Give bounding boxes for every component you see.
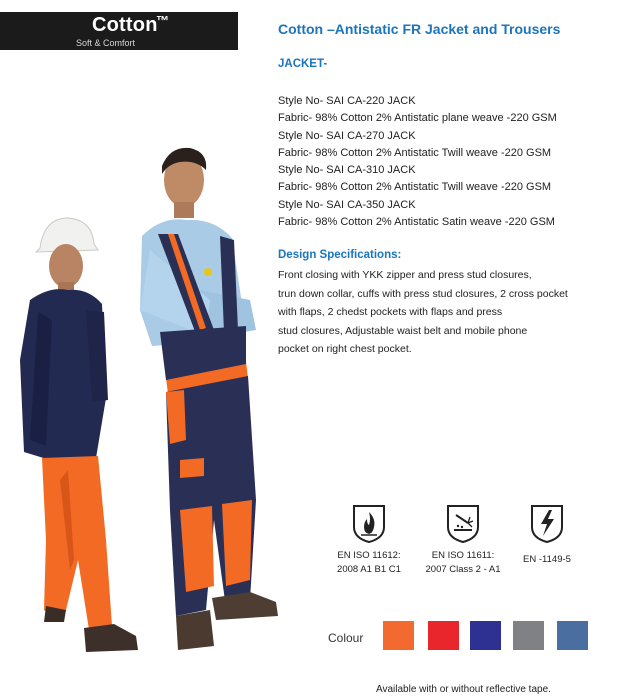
product-photo xyxy=(0,140,290,675)
design-spec-line: with flaps, 2 chedst pockets with flaps and press xyxy=(278,306,503,318)
worker-left xyxy=(20,218,138,652)
brand-name: Cotton xyxy=(92,14,158,36)
colour-swatch-steel-blue xyxy=(557,621,588,650)
brand-tagline: Soft & Comfort xyxy=(76,38,136,48)
design-spec-line: pocket on right chest pocket. xyxy=(278,343,412,355)
design-heading: Design Specifications: xyxy=(278,249,402,261)
style-spec-line: Fabric- 98% Cotton 2% Antistatic plane weave -220 GSM xyxy=(278,112,557,125)
certification-label: EN -1149-5 xyxy=(523,554,571,565)
certification-en-iso-11611 xyxy=(418,503,508,577)
flame-shield-icon xyxy=(352,503,386,543)
style-spec-line: Fabric- 98% Cotton 2% Antistatic Twill weave -220 GSM xyxy=(278,146,552,159)
worker-right xyxy=(140,148,278,650)
style-spec-line: Style No- SAI CA-220 JACK xyxy=(278,95,416,107)
style-spec-list xyxy=(278,93,628,231)
colour-label: Colour xyxy=(328,631,364,645)
style-spec-line: Fabric- 98% Cotton 2% Antistatic Satin weave -220 GSM xyxy=(278,216,555,229)
style-spec-line: Style No- SAI CA-350 JACK xyxy=(278,198,416,211)
certification-label: EN ISO 11612: 2008 A1 B1 C1 xyxy=(337,550,401,575)
design-spec-text xyxy=(278,266,628,359)
brand-banner xyxy=(0,12,238,50)
colour-swatch-red xyxy=(428,621,459,650)
certification-en-1149-5 xyxy=(502,503,592,567)
style-spec-line: Style No- SAI CA-270 JACK xyxy=(278,129,416,142)
design-spec-line: Front closing with YKK zipper and press stud closures, xyxy=(278,269,532,281)
colour-swatch-orange xyxy=(383,621,414,650)
colour-swatch-grey xyxy=(513,621,544,650)
page-title: Cotton –Antistatic FR Jacket and Trousers xyxy=(278,21,561,37)
colour-swatch-navy xyxy=(470,621,501,650)
certification-en-iso-11612 xyxy=(324,503,414,577)
welding-shield-icon xyxy=(446,503,480,543)
design-spec-line: stud closures, Adjustable waist belt and mobile phone xyxy=(278,324,528,337)
trademark-symbol: ™ xyxy=(156,13,169,28)
lightning-shield-icon xyxy=(530,503,564,543)
reflective-tape-note: Available with or without reflective tape. xyxy=(376,684,551,695)
style-spec-line: Fabric- 98% Cotton 2% Antistatic Twill weave -220 GSM xyxy=(278,181,552,194)
certification-label: EN ISO 11611: 2007 Class 2 - A1 xyxy=(425,550,501,575)
design-spec-line: trun down collar, cuffs with press stud closures, 2 cross pocket xyxy=(278,287,568,300)
style-spec-line: Style No- SAI CA-310 JACK xyxy=(278,164,416,177)
jacket-heading: JACKET- xyxy=(278,58,328,70)
